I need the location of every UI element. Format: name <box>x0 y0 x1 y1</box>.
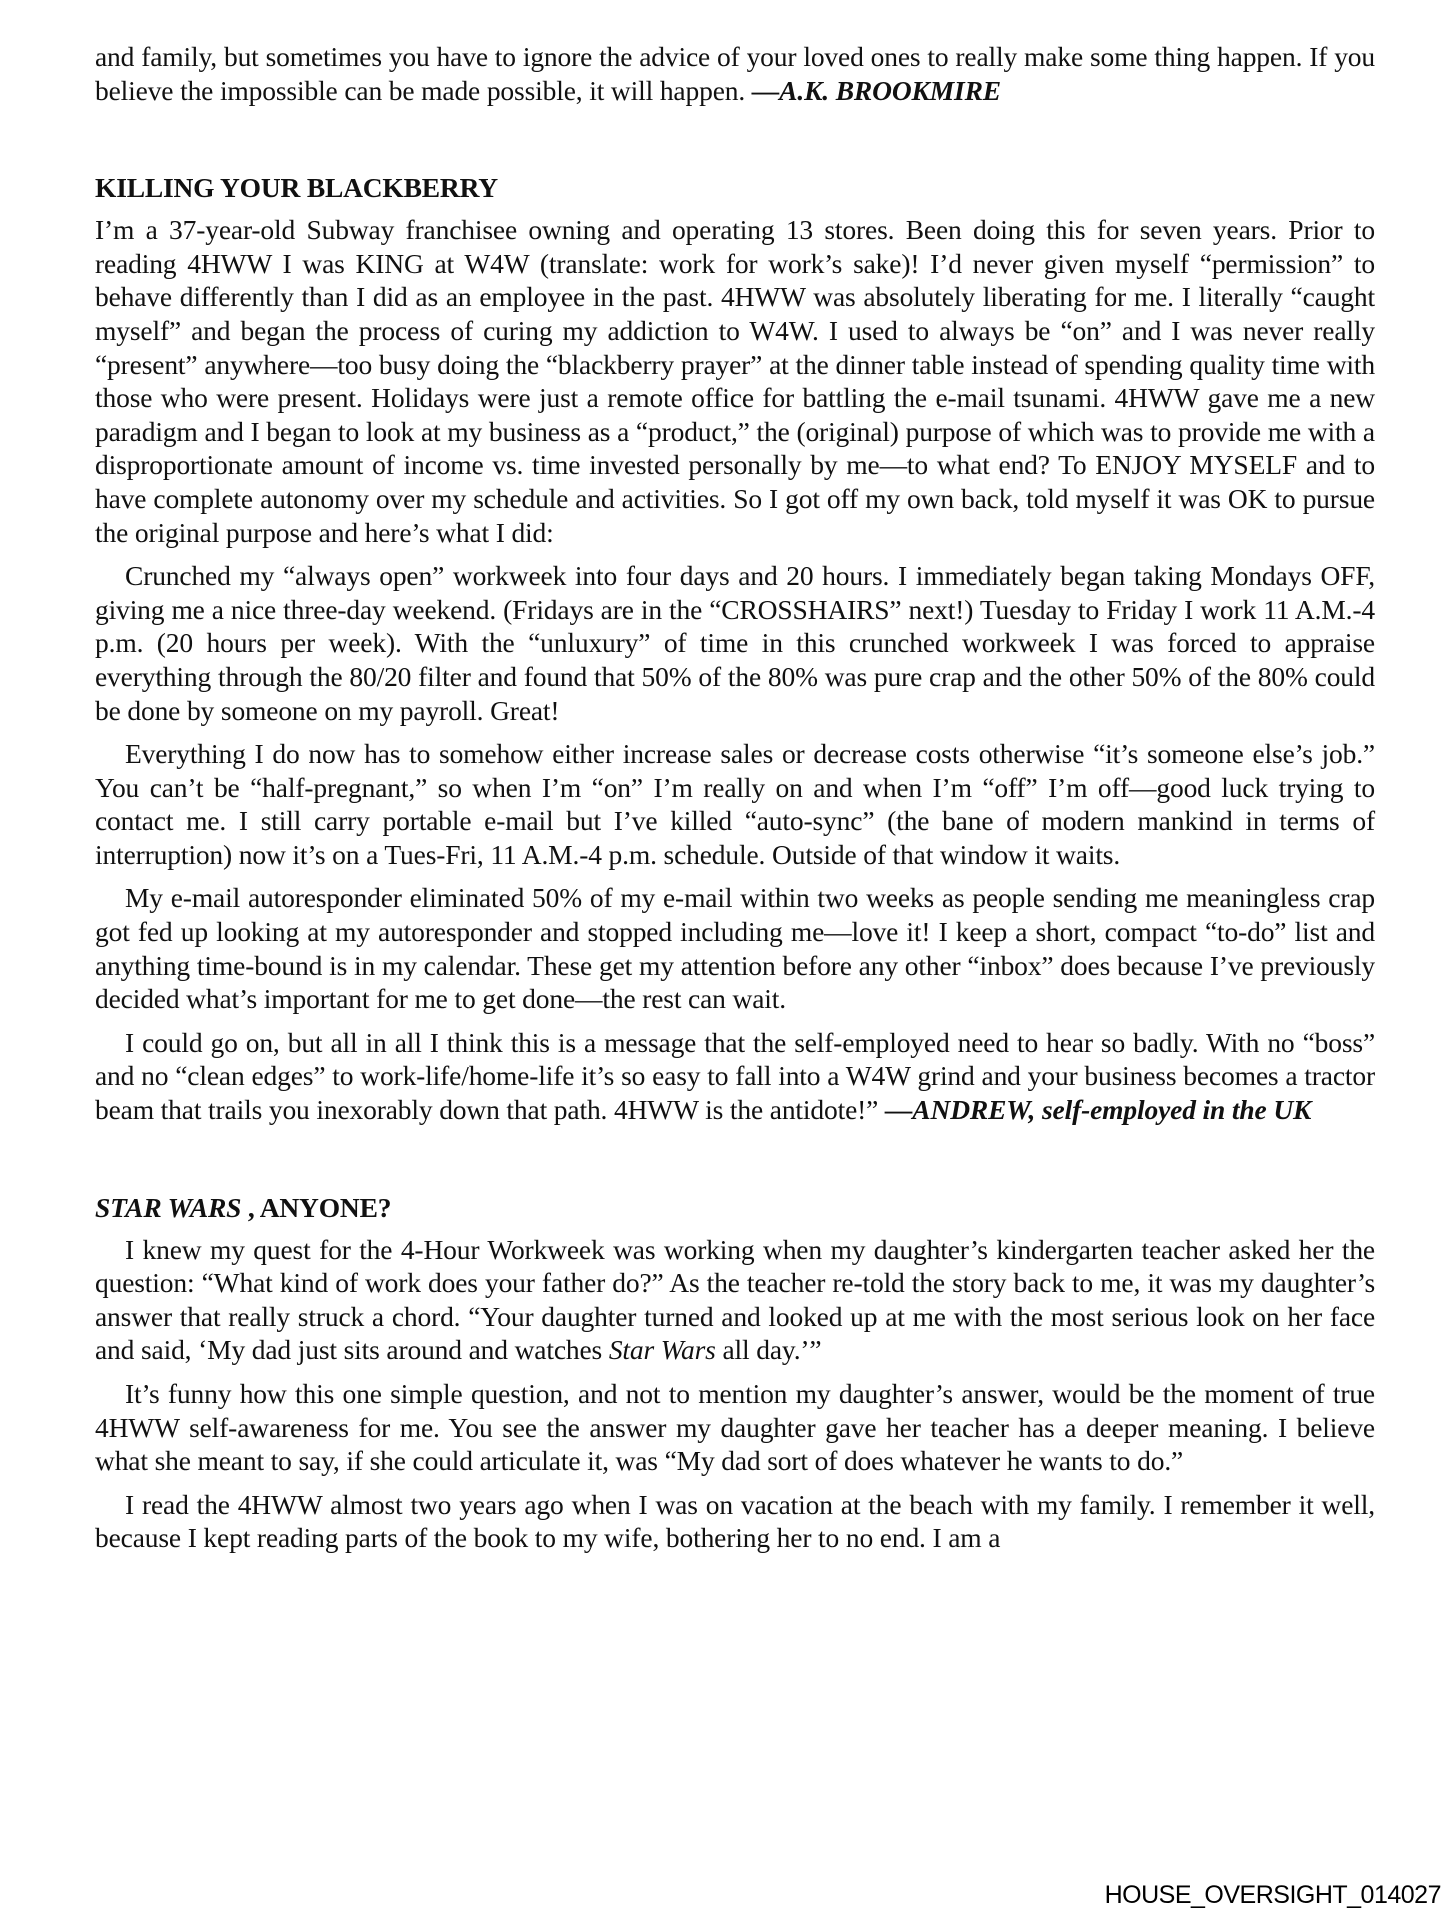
section-2-title-italic: STAR WARS <box>95 1191 242 1223</box>
section-title-killing-your-blackberry: KILLING YOUR BLACKBERRY <box>95 172 498 204</box>
section-2-p1-italic: Star Wars <box>608 1334 716 1366</box>
section-title-star-wars-anyone <box>95 1191 1375 1225</box>
bates-number: HOUSE_OVERSIGHT_014027 <box>1104 1881 1441 1909</box>
section-2-title-rest: , ANYONE? <box>241 1191 392 1223</box>
section-2-paragraph-3: I read the 4HWW almost two years ago when I was on vacation at the beach with my family. I remember it well, because I kept reading parts of the book to my wife, bothering her to no end. I am a <box>95 1488 1375 1554</box>
section-2-paragraph-1 <box>95 1233 1375 1367</box>
section-1-paragraph-3: Everything I do now has to somehow either increase sales or decrease costs otherwise “it’s someone else’s job.” You can’t be “half-pregnant,” so when I’m “on” I’m really on and when I’m “off” I’m off—good luck trying to contact me. I still carry portable e-mail but I’ve killed “auto-sync” (the bane of modern mankind in terms of interruption) now it’s on a Tues-Fri, 11 A.M.-4 p.m. schedule. Outside of that window it waits. <box>95 738 1375 870</box>
section-2-p1-after: all day.’” <box>715 1334 822 1366</box>
section-1-attribution: —ANDREW, self-employed in the UK <box>884 1094 1312 1126</box>
section-2-p1-before: I knew my quest for the 4-Hour Workweek was working when my daughter’s kindergarten teacher asked her the question: “What kind of work does your father do?” As the teacher re-told the story back to me, it was my daughter’s answer that really struck a chord. “Your daughter turned and looked up at me with the most serious look on her face and said, ‘My dad just sits around and watches <box>95 1233 1375 1366</box>
intro-attribution: —A.K. BROOKMIRE <box>751 74 1001 106</box>
section-1-paragraph-1: I’m a 37-year-old Subway franchisee owning and operating 13 stores. Been doing this for seven years. Prior to reading 4HWW I was KING at W4W (translate: work for work’s sake)! I’d never given myself “permission” to behave differently than I did as an employee in the past. 4HWW was absolutely liberating for me. I literally “caught myself” and began the process of curing my addiction to W4W. I used to always be “on” and I was never really “present” anywhere—too busy doing the “blackberry prayer” at the dinner table instead of spending quality time with those who were present. Holidays were just a remote office for battling the e-mail tsunami. 4HWW gave me a new paradigm and I began to look at my business as a “product,” the (original) purpose of which was to provide me with a disproportionate amount of income vs. time invested personally by me—to what end? To ENJOY MYSELF and to have complete autonomy over my schedule and activities. So I got off my own back, told myself it was OK to pursue the original purpose and here’s what I did: <box>95 214 1375 548</box>
intro-paragraph <box>95 40 1375 107</box>
section-1-paragraph-2: Crunched my “always open” workweek into four days and 20 hours. I immediately began taking Mondays OFF, giving me a nice three-day weekend. (Fridays are in the “CROSSHAIRS” next!) Tuesday to Friday I work 11 A.M.-4 p.m. (20 hours per week). With the “unluxury” of time in this crunched workweek I was forced to appraise everything through the 80/20 filter and found that 50% of the 80% was pure crap and the other 50% of the 80% could be done by someone on my payroll. Great! <box>95 560 1375 726</box>
intro-text: and family, but sometimes you have to ignore the advice of your loved ones to really make some thing happen. If you believe the impossible can be made possible, it will happen. <box>95 41 1375 106</box>
document-page <box>95 40 1375 1555</box>
section-1-paragraph-5-text: I could go on, but all in all I think this is a message that the self-employed need to hear so badly. With no “boss” and no “clean edges” to work-life/home-life it’s so easy to fall into a W4W grind and your business becomes a tractor beam that trails you inexorably down that path. 4HWW is the antidote!” <box>95 1026 1375 1126</box>
section-1-paragraph-5 <box>95 1026 1375 1127</box>
section-1-paragraph-4: My e-mail autoresponder eliminated 50% of my e-mail within two weeks as people sending me meaningless crap got fed up looking at my autoresponder and stopped including me—love it! I keep a short, compact “to-do” list and anything time-bound is in my calendar. These get my attention before any other “inbox” does because I’ve previously decided what’s important for me to get done—the rest can wait. <box>95 882 1375 1015</box>
section-2-paragraph-2: It’s funny how this one simple question, and not to mention my daughter’s answer, would be the moment of true 4HWW self-awareness for me. You see the answer my daughter gave her teacher has a deeper meaning. I believe what she meant to say, if she could articulate it, was “My dad sort of does whatever he wants to do.” <box>95 1378 1375 1477</box>
